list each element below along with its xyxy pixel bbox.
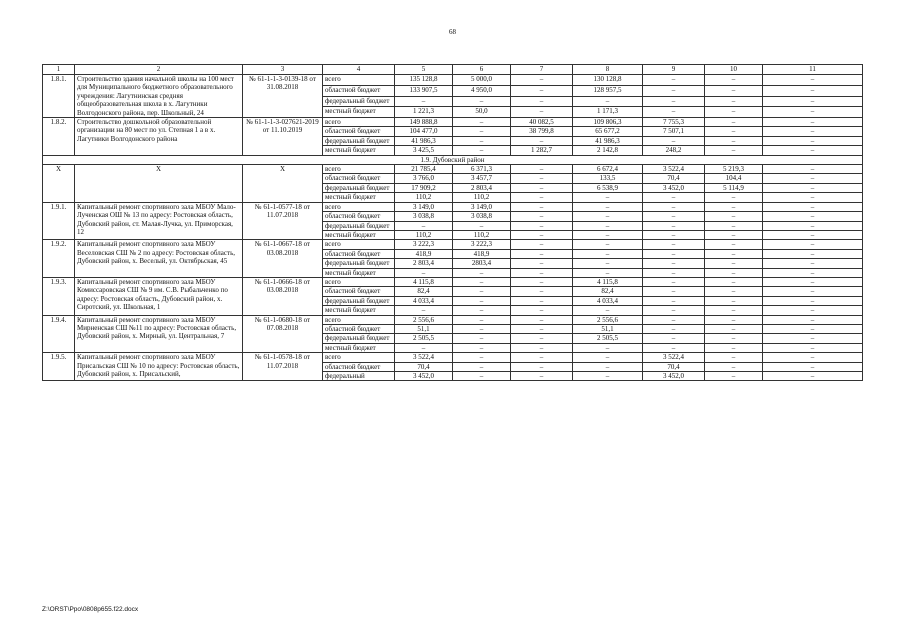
- amount-cell: 4 950,0: [453, 85, 511, 96]
- amount-cell: –: [511, 353, 573, 362]
- amount-cell: –: [573, 193, 643, 202]
- amount-cell: –: [705, 136, 763, 145]
- amount-cell: 38 799,8: [511, 127, 573, 136]
- section-title: 1.9. Дубовский район: [43, 155, 863, 164]
- amount-cell: –: [453, 146, 511, 155]
- amount-cell: –: [453, 296, 511, 305]
- funding-source: всего: [323, 202, 395, 211]
- amount-cell: –: [511, 202, 573, 211]
- amount-cell: 3 149,0: [395, 202, 453, 211]
- column-header: 3: [243, 65, 323, 75]
- amount-cell: –: [453, 127, 511, 136]
- budget-table: [42, 64, 863, 381]
- column-header: 9: [643, 65, 705, 75]
- amount-cell: –: [573, 362, 643, 371]
- amount-cell: –: [573, 96, 643, 107]
- amount-cell: –: [705, 127, 763, 136]
- amount-cell: –: [705, 315, 763, 324]
- amount-cell: –: [643, 277, 705, 286]
- amount-cell: 17 909,2: [395, 183, 453, 192]
- amount-cell: –: [643, 306, 705, 315]
- amount-cell: –: [763, 249, 863, 258]
- amount-cell: –: [643, 75, 705, 86]
- amount-cell: –: [511, 96, 573, 107]
- amount-cell: –: [643, 136, 705, 145]
- amount-cell: –: [763, 230, 863, 239]
- amount-cell: –: [511, 362, 573, 371]
- item-number: 1.8.2.: [43, 118, 75, 156]
- amount-cell: 2 142,8: [573, 146, 643, 155]
- amount-cell: 3 766,0: [395, 174, 453, 183]
- amount-cell: –: [705, 268, 763, 277]
- amount-cell: –: [705, 202, 763, 211]
- amount-cell: 70,4: [395, 362, 453, 371]
- table-row: [43, 277, 863, 286]
- amount-cell: –: [453, 362, 511, 371]
- amount-cell: 4 115,8: [395, 277, 453, 286]
- item-description: Х: [75, 165, 243, 203]
- amount-cell: –: [763, 118, 863, 127]
- amount-cell: –: [705, 277, 763, 286]
- amount-cell: –: [511, 372, 573, 381]
- amount-cell: –: [511, 240, 573, 249]
- amount-cell: 104,4: [705, 174, 763, 183]
- amount-cell: –: [705, 212, 763, 221]
- amount-cell: 5 000,0: [453, 75, 511, 86]
- amount-cell: –: [763, 315, 863, 324]
- amount-cell: –: [453, 306, 511, 315]
- amount-cell: –: [763, 372, 863, 381]
- amount-cell: –: [643, 230, 705, 239]
- funding-source: местный бюджет: [323, 230, 395, 239]
- amount-cell: –: [643, 315, 705, 324]
- amount-cell: 2 505,5: [395, 334, 453, 343]
- funding-source: федеральный бюджет: [323, 259, 395, 268]
- funding-source: федеральный бюджет: [323, 296, 395, 305]
- amount-cell: 5 114,9: [705, 183, 763, 192]
- funding-source: областной бюджет: [323, 212, 395, 221]
- amount-cell: –: [453, 372, 511, 381]
- amount-cell: –: [395, 268, 453, 277]
- funding-source: всего: [323, 277, 395, 286]
- amount-cell: 21 785,4: [395, 165, 453, 174]
- amount-cell: 418,9: [453, 249, 511, 258]
- funding-source: областной бюджет: [323, 249, 395, 258]
- funding-source: областной бюджет: [323, 85, 395, 96]
- amount-cell: –: [395, 221, 453, 230]
- funding-source: всего: [323, 353, 395, 362]
- column-header: 10: [705, 65, 763, 75]
- amount-cell: –: [453, 136, 511, 145]
- amount-cell: –: [763, 324, 863, 333]
- item-document: № 61-1-0666-18 от 03.08.2018: [243, 277, 323, 315]
- item-description: Строительство здания начальной школы на 100 мест для Муниципального бюджетного образовательного учреждения: Лагутнинская средняя общеобразовательная школа в х. Лагутники Волгодонского района, пер. Школьный, 24: [75, 75, 243, 118]
- item-description: Строительство дошкольной образовательной организации на 80 мест по ул. Степная 1 а в х. Лагутники Волгодонского района: [75, 118, 243, 156]
- amount-cell: –: [453, 221, 511, 230]
- amount-cell: –: [643, 249, 705, 258]
- column-header-row: [43, 65, 863, 75]
- item-document: № 61-1-0578-18 от 11.07.2018: [243, 353, 323, 381]
- item-document: № 61-1-1-3-0139-18 от 31.08.2018: [243, 75, 323, 118]
- amount-cell: –: [453, 315, 511, 324]
- amount-cell: –: [511, 259, 573, 268]
- amount-cell: –: [511, 268, 573, 277]
- amount-cell: 3 522,4: [395, 353, 453, 362]
- amount-cell: –: [511, 277, 573, 286]
- amount-cell: –: [511, 296, 573, 305]
- amount-cell: –: [573, 372, 643, 381]
- amount-cell: –: [763, 193, 863, 202]
- amount-cell: 1 282,7: [511, 146, 573, 155]
- amount-cell: 418,9: [395, 249, 453, 258]
- amount-cell: –: [573, 221, 643, 230]
- amount-cell: –: [763, 85, 863, 96]
- amount-cell: –: [573, 240, 643, 249]
- column-header: 4: [323, 65, 395, 75]
- funding-source: областной бюджет: [323, 287, 395, 296]
- item-description: Капитальный ремонт спортивного зала МБОУ Мирненская СШ №11 по адресу: Ростовская область, Дубовский район, х. Мирный, ул. Центральная, 7: [75, 315, 243, 353]
- amount-cell: 4 033,4: [395, 296, 453, 305]
- amount-cell: –: [705, 118, 763, 127]
- item-document: № 61-1-0680-18 от 07.08.2018: [243, 315, 323, 353]
- amount-cell: –: [643, 202, 705, 211]
- amount-cell: –: [573, 268, 643, 277]
- amount-cell: 7 755,3: [643, 118, 705, 127]
- amount-cell: –: [511, 85, 573, 96]
- amount-cell: –: [705, 362, 763, 371]
- column-header: 6: [453, 65, 511, 75]
- amount-cell: –: [643, 221, 705, 230]
- amount-cell: –: [643, 324, 705, 333]
- amount-cell: –: [705, 372, 763, 381]
- amount-cell: –: [705, 146, 763, 155]
- amount-cell: –: [705, 343, 763, 352]
- page-number: 68: [449, 28, 456, 36]
- item-description: Капитальный ремонт спортивного зала МБОУ Комиссаровская СШ № 9 им. С.В. Рыбальченко по адресу: Ростовская область, Дубовский район, х. Сиротский, ул. Школьная, 1: [75, 277, 243, 315]
- amount-cell: –: [573, 230, 643, 239]
- amount-cell: –: [453, 96, 511, 107]
- amount-cell: 2 505,5: [573, 334, 643, 343]
- amount-cell: –: [763, 136, 863, 145]
- amount-cell: –: [705, 193, 763, 202]
- amount-cell: –: [511, 212, 573, 221]
- amount-cell: –: [705, 75, 763, 86]
- amount-cell: 40 082,5: [511, 118, 573, 127]
- section-row: [43, 155, 863, 164]
- amount-cell: 110,2: [395, 193, 453, 202]
- table-row: [43, 202, 863, 211]
- amount-cell: –: [643, 193, 705, 202]
- item-description: Капитальный ремонт спортивного зала МБОУ Веселовская СШ № 2 по адресу: Ростовская область, Дубовский район, х. Веселый, ул. Октябрьская, 45: [75, 240, 243, 278]
- amount-cell: –: [705, 296, 763, 305]
- table-row: [43, 118, 863, 127]
- amount-cell: 2 556,6: [395, 315, 453, 324]
- amount-cell: 3 452,0: [643, 372, 705, 381]
- table-row: [43, 75, 863, 86]
- amount-cell: –: [763, 240, 863, 249]
- amount-cell: –: [643, 212, 705, 221]
- amount-cell: –: [573, 353, 643, 362]
- amount-cell: 110,2: [395, 230, 453, 239]
- amount-cell: 109 806,3: [573, 118, 643, 127]
- funding-source: всего: [323, 315, 395, 324]
- amount-cell: –: [705, 96, 763, 107]
- amount-cell: 248,2: [643, 146, 705, 155]
- amount-cell: –: [763, 174, 863, 183]
- amount-cell: –: [395, 306, 453, 315]
- amount-cell: –: [643, 240, 705, 249]
- item-number: 1.9.1.: [43, 202, 75, 240]
- funding-source: областной бюджет: [323, 127, 395, 136]
- amount-cell: –: [453, 287, 511, 296]
- table-row: [43, 240, 863, 249]
- amount-cell: 70,4: [643, 174, 705, 183]
- amount-cell: –: [763, 362, 863, 371]
- amount-cell: –: [511, 136, 573, 145]
- amount-cell: 3 452,0: [643, 183, 705, 192]
- amount-cell: –: [573, 249, 643, 258]
- amount-cell: –: [763, 287, 863, 296]
- amount-cell: 3 222,3: [395, 240, 453, 249]
- amount-cell: 2803,4: [453, 259, 511, 268]
- item-number: 1.9.5.: [43, 353, 75, 381]
- amount-cell: 128 957,5: [573, 85, 643, 96]
- amount-cell: –: [763, 75, 863, 86]
- amount-cell: 70,4: [643, 362, 705, 371]
- amount-cell: –: [643, 343, 705, 352]
- amount-cell: –: [705, 230, 763, 239]
- amount-cell: –: [395, 343, 453, 352]
- amount-cell: –: [643, 259, 705, 268]
- amount-cell: –: [643, 85, 705, 96]
- amount-cell: 3 425,5: [395, 146, 453, 155]
- amount-cell: –: [763, 268, 863, 277]
- amount-cell: –: [763, 296, 863, 305]
- amount-cell: –: [763, 202, 863, 211]
- file-path-footer: Z:\ORST\Ppo\0808p655.f22.docx: [42, 606, 139, 613]
- funding-source: областной бюджет: [323, 362, 395, 371]
- amount-cell: 65 677,2: [573, 127, 643, 136]
- funding-source: областной бюджет: [323, 174, 395, 183]
- amount-cell: 3 452,0: [395, 372, 453, 381]
- funding-source: местный бюджет: [323, 146, 395, 155]
- amount-cell: –: [705, 353, 763, 362]
- item-document: № 61-1-0577-18 от 11.07.2018: [243, 202, 323, 240]
- amount-cell: –: [705, 306, 763, 315]
- amount-cell: 104 477,0: [395, 127, 453, 136]
- amount-cell: –: [573, 343, 643, 352]
- funding-source: федеральный: [323, 372, 395, 381]
- amount-cell: –: [705, 240, 763, 249]
- item-document: № 61-1-1-3-027621-2019 от 11.10.2019: [243, 118, 323, 156]
- amount-cell: –: [511, 174, 573, 183]
- amount-cell: –: [763, 221, 863, 230]
- table-row: [43, 315, 863, 324]
- amount-cell: 1 171,3: [573, 107, 643, 118]
- amount-cell: 3 222,3: [453, 240, 511, 249]
- amount-cell: –: [763, 212, 863, 221]
- funding-source: местный бюджет: [323, 268, 395, 277]
- item-document: № 61-1-0667-18 от 03.08.2018: [243, 240, 323, 278]
- item-number: Х: [43, 165, 75, 203]
- amount-cell: –: [453, 118, 511, 127]
- amount-cell: –: [511, 343, 573, 352]
- table-row: [43, 165, 863, 174]
- amount-cell: –: [763, 306, 863, 315]
- amount-cell: –: [763, 146, 863, 155]
- item-description: Капитальный ремонт спортивного зала МБОУ Мало-Лученская ОШ № 13 по адресу: Ростовская область, Дубовский район, ст. Малая-Лучка, ул. Приморская, 12: [75, 202, 243, 240]
- item-number: 1.9.3.: [43, 277, 75, 315]
- amount-cell: –: [643, 107, 705, 118]
- amount-cell: –: [705, 334, 763, 343]
- amount-cell: 1 221,3: [395, 107, 453, 118]
- amount-cell: –: [511, 334, 573, 343]
- amount-cell: 110,2: [453, 230, 511, 239]
- amount-cell: –: [511, 249, 573, 258]
- column-header: 11: [763, 65, 863, 75]
- funding-source: местный бюджет: [323, 193, 395, 202]
- funding-source: местный бюджет: [323, 107, 395, 118]
- funding-source: федеральный бюджет: [323, 334, 395, 343]
- amount-cell: 3 457,7: [453, 174, 511, 183]
- amount-cell: 4 033,4: [573, 296, 643, 305]
- amount-cell: –: [763, 259, 863, 268]
- amount-cell: 3 038,8: [453, 212, 511, 221]
- amount-cell: 3 038,8: [395, 212, 453, 221]
- amount-cell: –: [573, 259, 643, 268]
- column-header: 2: [75, 65, 243, 75]
- amount-cell: 6 371,3: [453, 165, 511, 174]
- amount-cell: –: [763, 165, 863, 174]
- amount-cell: 149 888,8: [395, 118, 453, 127]
- amount-cell: –: [705, 259, 763, 268]
- amount-cell: –: [511, 306, 573, 315]
- amount-cell: –: [705, 249, 763, 258]
- amount-cell: –: [643, 287, 705, 296]
- item-number: 1.8.1.: [43, 75, 75, 118]
- amount-cell: –: [573, 202, 643, 211]
- column-header: 8: [573, 65, 643, 75]
- amount-cell: –: [453, 353, 511, 362]
- column-header: 7: [511, 65, 573, 75]
- amount-cell: –: [511, 230, 573, 239]
- amount-cell: 82,4: [573, 287, 643, 296]
- item-number: 1.9.2.: [43, 240, 75, 278]
- amount-cell: 133 907,5: [395, 85, 453, 96]
- amount-cell: 7 507,1: [643, 127, 705, 136]
- amount-cell: –: [453, 324, 511, 333]
- amount-cell: –: [573, 306, 643, 315]
- table-row: [43, 353, 863, 362]
- funding-source: федеральный бюджет: [323, 183, 395, 192]
- amount-cell: –: [453, 268, 511, 277]
- funding-source: всего: [323, 75, 395, 86]
- amount-cell: 135 128,8: [395, 75, 453, 86]
- amount-cell: 2 556,6: [573, 315, 643, 324]
- amount-cell: 130 128,8: [573, 75, 643, 86]
- amount-cell: –: [511, 221, 573, 230]
- amount-cell: –: [511, 287, 573, 296]
- amount-cell: –: [705, 287, 763, 296]
- amount-cell: –: [643, 96, 705, 107]
- amount-cell: –: [763, 277, 863, 286]
- funding-source: местный бюджет: [323, 343, 395, 352]
- amount-cell: 41 986,3: [573, 136, 643, 145]
- table-body: [43, 75, 863, 381]
- amount-cell: –: [705, 221, 763, 230]
- amount-cell: –: [511, 193, 573, 202]
- amount-cell: –: [763, 334, 863, 343]
- amount-cell: –: [643, 296, 705, 305]
- item-number: 1.9.4.: [43, 315, 75, 353]
- amount-cell: 2 803,4: [453, 183, 511, 192]
- amount-cell: 51,1: [395, 324, 453, 333]
- funding-source: федеральный бюджет: [323, 136, 395, 145]
- amount-cell: 41 986,3: [395, 136, 453, 145]
- amount-cell: –: [453, 277, 511, 286]
- amount-cell: 3 522,4: [643, 165, 705, 174]
- funding-source: местный бюджет: [323, 306, 395, 315]
- amount-cell: 51,1: [573, 324, 643, 333]
- amount-cell: 3 522,4: [643, 353, 705, 362]
- funding-source: федеральный бюджет: [323, 221, 395, 230]
- amount-cell: –: [511, 315, 573, 324]
- funding-source: всего: [323, 240, 395, 249]
- amount-cell: 4 115,8: [573, 277, 643, 286]
- amount-cell: –: [763, 107, 863, 118]
- funding-source: всего: [323, 118, 395, 127]
- amount-cell: 50,0: [453, 107, 511, 118]
- amount-cell: –: [395, 96, 453, 107]
- amount-cell: –: [511, 165, 573, 174]
- item-document: Х: [243, 165, 323, 203]
- amount-cell: –: [511, 183, 573, 192]
- amount-cell: –: [763, 96, 863, 107]
- amount-cell: 3 149,0: [453, 202, 511, 211]
- amount-cell: –: [763, 353, 863, 362]
- amount-cell: –: [705, 85, 763, 96]
- amount-cell: –: [453, 343, 511, 352]
- amount-cell: 6 672,4: [573, 165, 643, 174]
- amount-cell: –: [763, 183, 863, 192]
- amount-cell: –: [705, 324, 763, 333]
- amount-cell: –: [573, 212, 643, 221]
- amount-cell: 5 219,3: [705, 165, 763, 174]
- amount-cell: –: [511, 107, 573, 118]
- amount-cell: –: [511, 324, 573, 333]
- amount-cell: –: [763, 127, 863, 136]
- item-description: Капитальный ремонт спортивного зала МБОУ Присальская СШ № 10 по адресу: Ростовская область, Дубовский район, х. Присальский,: [75, 353, 243, 381]
- column-header: 5: [395, 65, 453, 75]
- amount-cell: –: [453, 334, 511, 343]
- amount-cell: 133,5: [573, 174, 643, 183]
- column-header: 1: [43, 65, 75, 75]
- funding-source: областной бюджет: [323, 324, 395, 333]
- amount-cell: 2 803,4: [395, 259, 453, 268]
- funding-source: всего: [323, 165, 395, 174]
- amount-cell: 82,4: [395, 287, 453, 296]
- amount-cell: –: [643, 334, 705, 343]
- amount-cell: 6 538,9: [573, 183, 643, 192]
- amount-cell: –: [511, 75, 573, 86]
- amount-cell: –: [763, 343, 863, 352]
- amount-cell: 110,2: [453, 193, 511, 202]
- amount-cell: –: [643, 268, 705, 277]
- amount-cell: –: [705, 107, 763, 118]
- funding-source: федеральный бюджет: [323, 96, 395, 107]
